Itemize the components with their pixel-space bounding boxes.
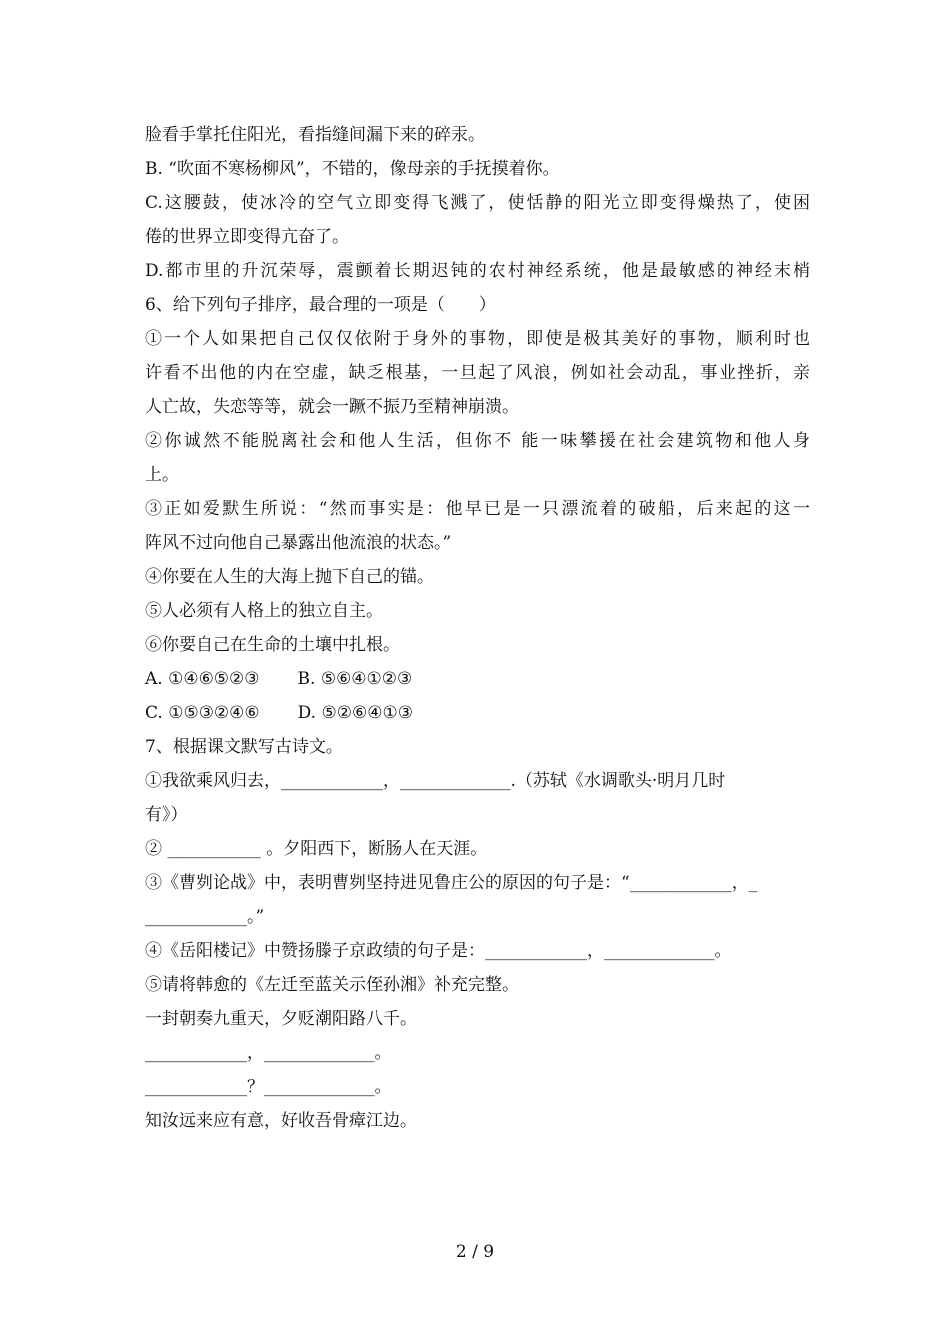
q7-item-3-cont: ____________。” — [145, 907, 265, 927]
q7-item-1-cont: 有》） — [145, 805, 188, 825]
sentence-3-line: ③正如爱默生所说：“然而事实是：他早已是一只漂流着的破船，后来起的这一 — [145, 499, 810, 519]
sentence-1-line: ①一个人如果把自己仅仅依附于身外的事物，即使是极其美好的事物，顺利时也 — [145, 329, 810, 349]
page-number: 2 / 9 — [455, 1242, 495, 1262]
sentence-1-line-end: 人亡故，失恋等等，就会一蹶不振乃至精神崩溃。 — [145, 397, 519, 417]
option-c: C. ①⑤③②④⑥ — [145, 703, 260, 723]
poem-blank-line-1: ____________，_____________。 — [145, 1043, 392, 1063]
q7-item-4: ④《岳阳楼记》中赞扬滕子京政绩的句子是：____________，_____________。 — [145, 941, 732, 961]
sentence-2-line-end: 上。 — [145, 465, 179, 485]
page-content — [145, 118, 810, 1138]
option-a: A. ①④⑥⑤②③ — [145, 669, 260, 689]
option-d-line: D.都市里的升沉荣辱，震颤着长期迟钝的农村神经系统，他是最敏感的神经末梢 — [145, 261, 810, 281]
q7-item-3: ③《曹刿论战》中，表明曹刿坚持进见鲁庄公的原因的句子是：“____________，_ — [145, 873, 758, 893]
text-line: 脸看手掌托住阳光，看指缝间漏下来的碎汞。 — [145, 125, 485, 145]
question-7-heading: 7、根据课文默写古诗文。 — [145, 737, 343, 757]
option-b: B. ⑤⑥④①②③ — [297, 669, 413, 689]
poem-line-1: 一封朝奏九重天，夕贬潮阳路八千。 — [145, 1009, 417, 1029]
option-c-line-cont: 倦的世界立即变得亢奋了。 — [145, 227, 349, 247]
q7-item-2: ② ___________ 。夕阳西下，断肠人在天涯。 — [145, 839, 488, 859]
sentence-6-line: ⑥你要自己在生命的土壤中扎根。 — [145, 635, 400, 655]
q7-item-5: ⑤请将韩愈的《左迁至蓝关示侄孙湘》补充完整。 — [145, 975, 519, 995]
sentence-5-line: ⑤人必须有人格上的独立自主。 — [145, 601, 383, 621]
poem-line-4: 知汝远来应有意，好收吾骨瘴江边。 — [145, 1111, 417, 1131]
option-c-line: C.这腰鼓，使冰冷的空气立即变得飞溅了，使恬静的阳光立即变得燥热了，使困 — [145, 193, 810, 213]
sentence-4-line: ④你要在人生的大海上抛下自己的锚。 — [145, 567, 434, 587]
option-d: D. ⑤②⑥④①③ — [297, 703, 413, 723]
sentence-1-line-cont: 许看不出他的内在空虚，缺乏根基，一旦起了风浪，例如社会动乱，事业挫折，亲 — [145, 363, 810, 383]
option-b-line: B. “吹面不寒杨柳风”，不错的，像母亲的手抚摸着你。 — [145, 159, 560, 179]
sentence-2-line: ②你诚然不能脱离社会和他人生活，但你不 能一味攀援在社会建筑物和他人身 — [145, 431, 810, 451]
poem-blank-line-2: ____________？_____________。 — [145, 1077, 392, 1097]
question-6-heading: 6、给下列句子排序，最合理的一项是（ ） — [145, 295, 496, 315]
sentence-3-line-end: 阵风不过向他自己暴露出他流浪的状态。” — [145, 533, 452, 553]
options-row-cd — [145, 696, 810, 730]
q7-item-1: ①我欲乘风归去，____________，_____________.（苏轼《水调歌头·明月几时 — [145, 771, 726, 791]
options-row-ab — [145, 662, 810, 696]
